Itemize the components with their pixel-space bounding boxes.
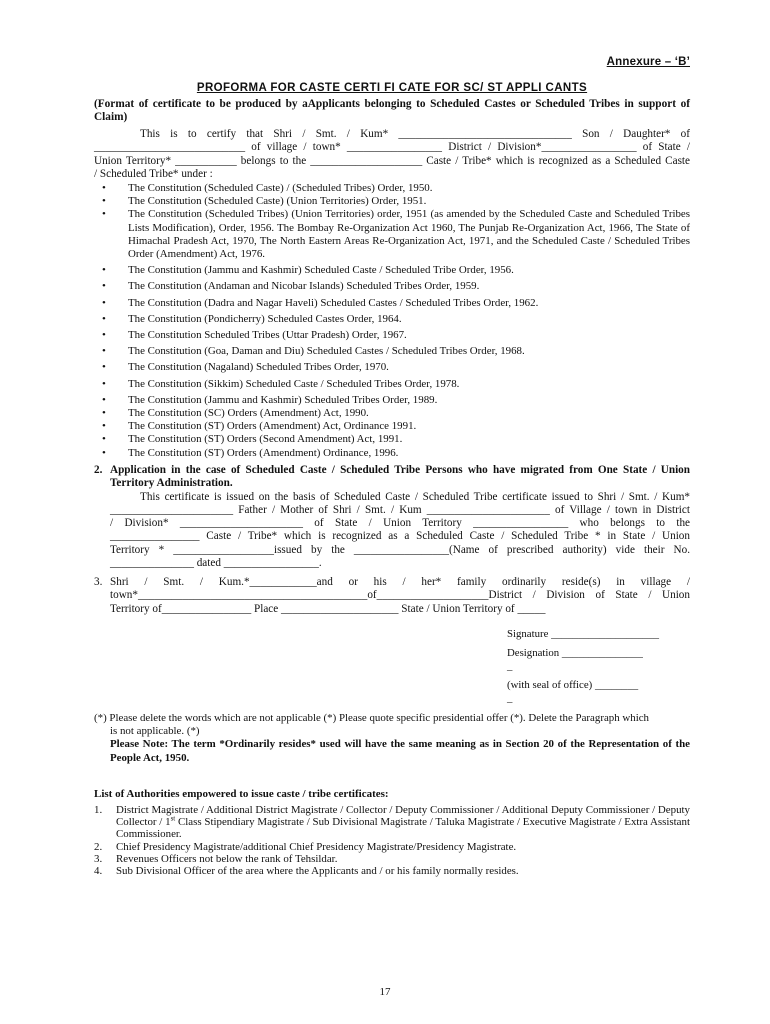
seal-dash: _	[507, 692, 513, 704]
section-3-line-1: Shri / Smt. / Kum.*____________and or his / her* family ordinarily reside(s) in village /	[110, 576, 690, 588]
certificate-intro	[94, 128, 690, 181]
designation-dash: _	[507, 660, 513, 672]
intro-line-3: Union Territory* ___________ belongs to the ____________________ Caste / Tribe* which is recognized as a Scheduled Caste	[94, 154, 690, 167]
section-2-line-5: Territory * __________________issued by the _________________(Name of prescribed authority) vide their No.	[110, 543, 690, 556]
order-item: • The Constitution (Goa, Daman and Diu) Scheduled Castes / Scheduled Tribes Order, 1968.	[94, 345, 690, 358]
footnote-line-2: is not applicable. (*)	[110, 725, 200, 738]
order-item: • The Constitution (Jammu and Kashmir) Scheduled Tribes Order, 1989.	[94, 394, 690, 407]
format-subtitle: (Format of certificate to be produced by aApplicants belonging to Scheduled Castes or Scheduled Tribes in support of Claim)	[94, 98, 690, 124]
order-item: • The Constitution Scheduled Tribes (Uttar Pradesh) Order, 1967.	[94, 329, 690, 342]
section-3-number: 3.	[94, 576, 103, 588]
authority-item	[94, 865, 690, 877]
please-note: Please Note: The term *Ordinarily resides* used will have the same meaning as in Section 20 of the Representation of the People Act, 1950.	[110, 738, 690, 764]
page-title: PROFORMA FOR CASTE CERTI FI CATE FOR SC/ ST APPLI CANTS	[196, 82, 588, 94]
intro-line-4: / Scheduled Tribe* under :	[94, 167, 213, 180]
section-3-residence	[94, 576, 690, 616]
authority-text-cont: Class Stipendiary Magistrate / Sub Divisional Magistrate / Taluka Magistrate / Executive Magistrate / Extra Assistant Commissioner.	[116, 816, 690, 841]
order-item: • The Constitution (Pondicherry) Scheduled Castes Order, 1964.	[94, 313, 690, 326]
order-item: • The Constitution (Nagaland) Scheduled Tribes Order, 1970.	[94, 361, 690, 374]
order-item: • The Constitution (ST) Orders (Amendment) Ordinance, 1996.	[94, 447, 690, 460]
section-2-line-6: _______________ dated _________________.	[110, 557, 322, 570]
authority-text: Sub Divisional Officer of the area where the Applicants and / or his family normally resides.	[116, 865, 519, 878]
intro-line-1: This is to certify that Shri / Smt. / Kum* _______________________________ Son / Daughter* of	[140, 128, 690, 140]
authority-item	[94, 853, 690, 865]
order-item: • The Constitution (Scheduled Tribes) (Union Territories) order, 1951 (as amended by the Scheduled Caste and Scheduled Tribes Lists Modification), Order, 1956. The Bombay Re-Organization Act 1960, The Punjab Re-Organization Act, 1966, The State of Himachal Pradesh Act, 1970, The North Eastern Areas Re-Organization Act, 1971, and the Scheduled Caste / Scheduled Tribes Order (Amendment) Act, 1976.	[94, 208, 690, 261]
footnote-line-1: (*) Please delete the words which are not applicable (*) Please quote specific presidential offer (*). Delete the Paragraph which	[94, 712, 650, 724]
authority-number: 3.	[94, 852, 103, 865]
order-item: • The Constitution (Sikkim) Scheduled Caste / Scheduled Tribes Order, 1978.	[94, 378, 690, 391]
section-2-migrated	[94, 464, 690, 570]
order-item: • The Constitution (ST) Orders (Amendment) Act, Ordinance 1991.	[94, 420, 690, 433]
section-2-line-3: / Division* ______________________ of State / Union Territory _________________ who belongs to the	[110, 517, 690, 530]
section-2-line-2: ______________________ Father / Mother of Shri / Smt. / Kum ______________________ of Village / town in District	[110, 503, 690, 516]
authority-text: Chief Presidency Magistrate/additional Chief Presidency Magistrate/Presidency Magistrate.	[116, 840, 517, 853]
section-2-line-4: ________________ Caste / Tribe* which is recognized as a Scheduled Caste / Scheduled Tribe * in State / Union	[110, 530, 690, 543]
section-2-number: 2.	[94, 464, 103, 476]
order-item: • The Constitution (Andaman and Nicobar Islands) Scheduled Tribes Order, 1959.	[94, 280, 690, 293]
constitution-orders-list	[94, 182, 690, 460]
authorities-list	[94, 804, 690, 877]
authority-number: 4.	[94, 865, 103, 878]
signature-line: Signature ____________________	[507, 628, 660, 640]
page-number: 17	[379, 986, 391, 998]
section-3-line-2: town*_________________________________________of____________________District / Division of State / Union	[110, 589, 690, 602]
authority-superscript: st	[170, 814, 176, 823]
authorities-heading: List of Authorities empowered to issue caste / tribe certificates:	[94, 788, 389, 800]
order-item: • The Constitution (ST) Orders (Second Amendment) Act, 1991.	[94, 433, 690, 446]
order-item: • The Constitution (SC) Orders (Amendment) Act, 1990.	[94, 407, 690, 420]
seal-line: (with seal of office) ________	[507, 679, 639, 691]
section-2-line-1: This certificate is issued on the basis of Scheduled Caste / Scheduled Tribe certificate issued to Shri / Smt. / Kum*	[140, 490, 690, 503]
annexure-label: Annexure – ‘B’	[606, 56, 690, 68]
order-item: • The Constitution (Jammu and Kashmir) Scheduled Caste / Scheduled Tribe Order, 1956.	[94, 264, 690, 277]
designation-line: Designation _______________	[507, 647, 643, 659]
order-item: • The Constitution (Scheduled Caste) / (Scheduled Tribes) Order, 1950.	[94, 182, 690, 195]
section-3-line-3: Territory of________________ Place _____________________ State / Union Territory of _____	[110, 602, 546, 615]
intro-line-2: ___________________________ of village / town* _________________ District / Division*_________________ of State /	[94, 141, 690, 154]
authority-number: 2.	[94, 840, 103, 853]
section-2-heading: Application in the case of Scheduled Caste / Scheduled Tribe Persons who have migrated from One State / Union Territory Administration.	[110, 464, 690, 490]
footnote	[94, 712, 690, 765]
order-item: • The Constitution (Dadra and Nagar Haveli) Scheduled Castes / Scheduled Tribes Order, 1962.	[94, 297, 690, 310]
authority-number: 1.	[94, 804, 103, 816]
authority-text: District Magistrate / Additional District Magistrate / Collector / Deputy Commissioner / Additional Deputy Commissioner / Deputy Collector / 1	[116, 804, 690, 829]
signature-block	[507, 628, 659, 711]
authority-text: Revenues Officers not below the rank of Tehsildar.	[116, 852, 338, 865]
order-item: • The Constitution (Scheduled Caste) (Union Territories) Order, 1951.	[94, 195, 690, 208]
authority-item	[94, 841, 690, 853]
authority-item	[94, 804, 690, 841]
